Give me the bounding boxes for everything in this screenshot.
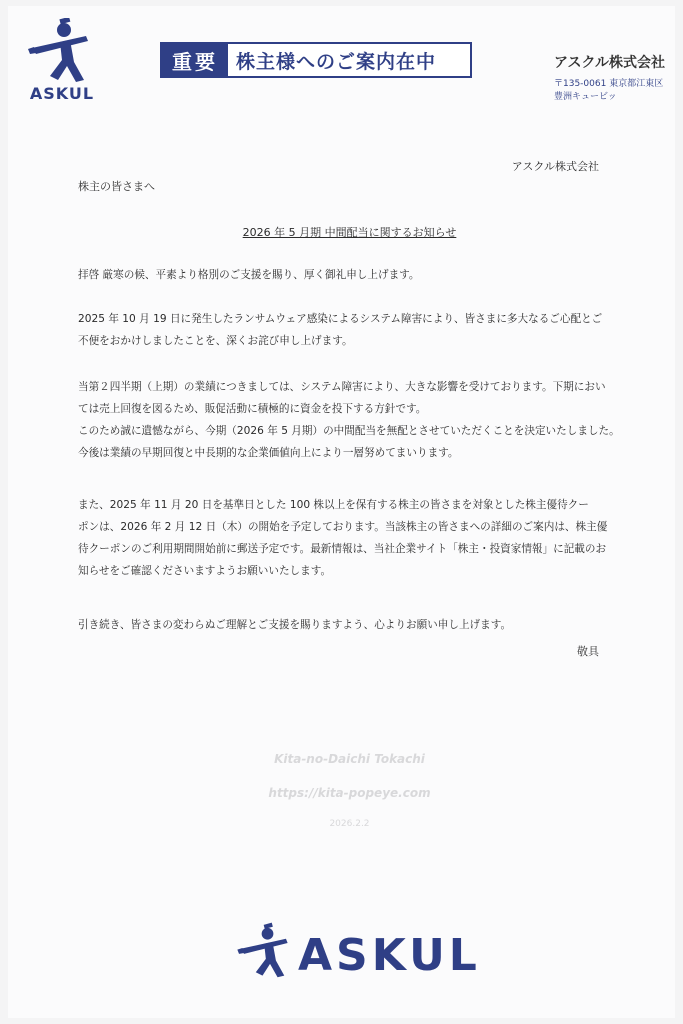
letter-addressee: 株主の皆さまへ xyxy=(78,180,155,193)
company-address-line2: 豊洲キュービッ xyxy=(554,92,617,102)
watermark-date: 2026.2.2 xyxy=(329,819,370,829)
paragraph-line: ては売上回復を図るため、販促活動に積極的に資金を投下する方針です。 xyxy=(78,403,427,415)
greeting: 拝啓 厳寒の候、平素より格別のご支援を賜り、厚く御礼申し上げます。 xyxy=(78,269,420,281)
important-banner xyxy=(160,42,472,78)
letter-sender: アスクル株式会社 xyxy=(511,160,599,173)
paragraph-line: 不便をおかけしましたことを、深くお詫び申し上げます。 xyxy=(78,335,353,347)
logo-text: ASKUL xyxy=(29,84,95,103)
paragraph-line: また、2025 年 11 月 20 日を基準日とした 100 株以上を保有する株主の皆さまを対象とした株主優待クー xyxy=(78,499,589,511)
letter-title: 2026 年 5 月期 中間配当に関するお知らせ xyxy=(242,226,457,239)
paragraph-line: 待クーポンのご利用期間開始前に郵送予定です。最新情報は、当社企業サイト「株主・投資家情報」に記載のお xyxy=(78,543,607,555)
paragraph-line: 当第２四半期（上期）の業績につきましては、システム障害により、大きな影響を受けております。下期におい xyxy=(78,381,606,393)
footer-logo-text: ASKUL xyxy=(298,930,481,981)
paragraph-1 xyxy=(78,308,624,352)
paragraph-line: ポンは、2026 年 2 月 12 日（木）の開始を予定しております。当該株主の皆さまへの詳細のご案内は、株主優 xyxy=(78,521,608,533)
watermark-line2: https://kita-popeye.com xyxy=(268,786,431,800)
company-address-line1: 〒135-0061 東京都江東区 xyxy=(554,79,664,89)
paragraph-line: 知らせをご確認くださいますようお願いいたします。 xyxy=(78,565,332,577)
watermark-line1: Kita-no-Daichi Tokachi xyxy=(274,752,425,766)
paragraph-4: 引き続き、皆さまの変わらぬご理解とご支援を賜りますよう、心よりお願い申し上げます。 xyxy=(78,619,512,631)
banner-text: 株主様へのご案内在中 xyxy=(236,50,437,73)
paragraph-2 xyxy=(78,376,624,464)
askul-mascot-icon-bottom xyxy=(234,920,296,986)
closing-word: 敬具 xyxy=(577,645,599,658)
paragraph-line: 2025 年 10 月 19 日に発生したランサムウェア感染によるシステム障害により、皆さまに多大なるご心配とご xyxy=(78,313,603,325)
document-sheet xyxy=(8,6,675,1018)
paragraph-line: 今後は業績の早期回復と中長期的な企業価値向上により一層努めてまいります。 xyxy=(78,447,459,459)
paragraph-line: このため誠に遺憾ながら、今期（2026 年 5 月期）の中間配当を無配とさせていただくことを決定いたしました。 xyxy=(78,425,620,437)
paragraph-3 xyxy=(78,494,624,582)
banner-important-label: 重要 xyxy=(162,44,228,76)
company-name: アスクル株式会社 xyxy=(554,55,666,71)
